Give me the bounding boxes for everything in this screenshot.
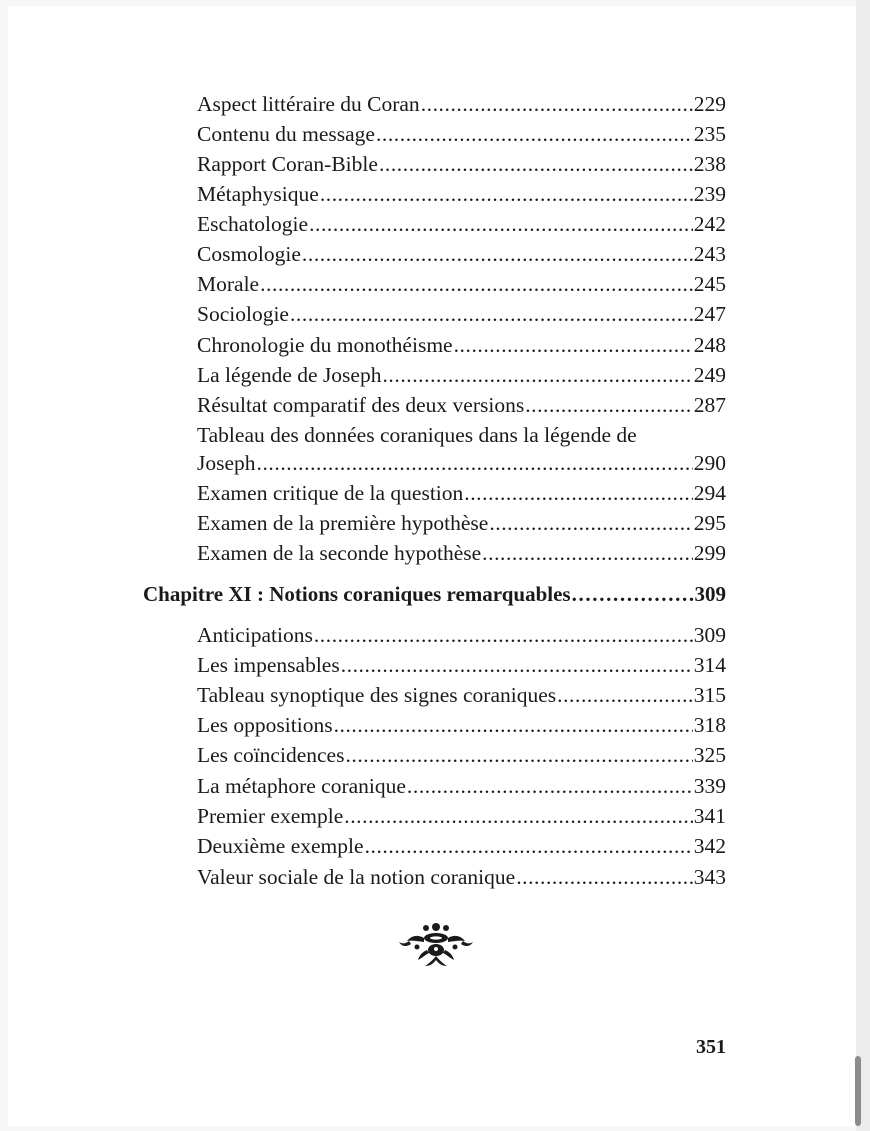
toc-entry-page: 343	[693, 865, 726, 889]
toc-entry-label: Sociologie	[197, 302, 289, 326]
dot-leader	[572, 579, 694, 609]
dot-leader	[309, 209, 693, 239]
page-number: 351	[696, 1036, 726, 1058]
toc-entry-page: 290	[693, 451, 726, 475]
toc-entry-page: 247	[693, 302, 726, 326]
viewer-edge	[856, 0, 870, 1131]
dot-leader	[421, 89, 693, 119]
toc-entry	[197, 508, 726, 538]
toc-entry-label: Deuxième exemple	[197, 834, 364, 858]
toc-entry-page: 287	[693, 393, 726, 417]
toc-entry-page: 248	[693, 333, 726, 357]
dot-leader	[257, 448, 693, 478]
toc-entry	[197, 831, 726, 861]
toc-entry-page: 341	[693, 804, 726, 828]
toc-entry-page: 325	[693, 743, 726, 767]
toc-entry-label: Rapport Coran-Bible	[197, 152, 378, 176]
toc-entry-label: Aspect littéraire du Coran	[197, 92, 420, 116]
toc-entry-label: Premier exemple	[197, 804, 344, 828]
toc-entry-page: 314	[693, 653, 726, 677]
toc-entry-label: Cosmologie	[197, 242, 301, 266]
toc-entry-page: 242	[693, 212, 726, 236]
chapter-heading	[143, 579, 726, 609]
toc-entry	[197, 89, 726, 119]
chapter-title: Chapitre XI : Notions coraniques remarquables	[143, 582, 571, 606]
dot-leader	[516, 862, 693, 892]
toc-entry-page: 238	[693, 152, 726, 176]
toc-entry-label: Les coïncidences	[197, 743, 345, 767]
scrollbar-thumb[interactable]	[855, 1056, 861, 1126]
toc-entry	[197, 538, 726, 568]
dot-leader	[334, 710, 693, 740]
toc-entry	[197, 620, 726, 650]
toc-entry-label: La légende de Joseph	[197, 363, 382, 387]
toc-entry-label: Valeur sociale de la notion coranique	[197, 865, 516, 889]
dot-leader	[525, 390, 693, 420]
toc-entry	[197, 478, 726, 508]
toc-entry-label: Anticipations	[197, 623, 313, 647]
dot-leader	[382, 360, 692, 390]
toc-entry	[197, 801, 726, 831]
toc-entry	[197, 710, 726, 740]
dot-leader	[345, 740, 692, 770]
toc-entry	[197, 179, 726, 209]
toc-entry-page: 249	[693, 363, 726, 387]
toc-entry-page: 299	[693, 541, 726, 565]
toc-entry-page: 339	[693, 774, 726, 798]
dot-leader	[320, 179, 693, 209]
toc-entry-label: Eschatologie	[197, 212, 309, 236]
toc-entry	[197, 299, 726, 329]
toc-entry-page: 295	[693, 511, 726, 535]
toc-entry	[197, 680, 726, 710]
dot-leader	[376, 119, 693, 149]
toc-entry	[197, 448, 726, 478]
toc-entry	[197, 740, 726, 770]
toc-entry-label: Morale	[197, 272, 260, 296]
dot-leader	[260, 269, 693, 299]
dot-leader	[379, 149, 693, 179]
toc-entry	[197, 149, 726, 179]
toc-entry-label: Métaphysique	[197, 182, 319, 206]
toc-entry-label: Joseph	[197, 451, 256, 475]
toc-entry-page: 239	[693, 182, 726, 206]
toc-entry-label: Examen de la première hypothèse	[197, 511, 489, 535]
toc-entry-page: 229	[693, 92, 726, 116]
toc-entry-label: Les oppositions	[197, 713, 333, 737]
toc-entry-label: Chronologie du monothéisme	[197, 333, 453, 357]
toc-entry	[197, 209, 726, 239]
toc-entry-page: 245	[693, 272, 726, 296]
dot-leader	[302, 239, 693, 269]
toc-entry-label-line1: Tableau des données coraniques dans la légende de	[197, 423, 637, 447]
toc-entry	[197, 330, 726, 360]
dot-leader	[482, 538, 693, 568]
floral-ornament-icon	[397, 920, 475, 968]
dot-leader	[454, 330, 693, 360]
dot-leader	[314, 620, 693, 650]
dot-leader	[557, 680, 693, 710]
dot-leader	[290, 299, 693, 329]
toc-entry	[197, 360, 726, 390]
dot-leader	[344, 801, 692, 831]
dot-leader	[407, 771, 693, 801]
toc-entry	[197, 650, 726, 680]
toc-entry-label: Examen de la seconde hypothèse	[197, 541, 482, 565]
dot-leader	[341, 650, 693, 680]
toc-entry	[197, 390, 726, 420]
toc-entry-page: 309	[693, 623, 726, 647]
chapter-page: 309	[694, 582, 726, 606]
toc-entry	[197, 771, 726, 801]
dot-leader	[464, 478, 692, 508]
dot-leader	[365, 831, 693, 861]
toc-entry-label: Examen critique de la question	[197, 481, 464, 505]
toc-entry	[197, 239, 726, 269]
toc-entry-page: 315	[693, 683, 726, 707]
toc-entry-label: La métaphore coranique	[197, 774, 406, 798]
toc-entry-page: 342	[693, 834, 726, 858]
toc-entry-label: Les impensables	[197, 653, 340, 677]
toc-entry-page: 235	[693, 122, 726, 146]
toc-entry-label: Tableau synoptique des signes coraniques	[197, 683, 557, 707]
toc-entry	[197, 269, 726, 299]
toc-entry	[197, 862, 726, 892]
toc-entry-label: Résultat comparatif des deux versions	[197, 393, 525, 417]
toc-entry-label: Contenu du message	[197, 122, 375, 146]
dot-leader	[489, 508, 692, 538]
toc-entry-page: 243	[693, 242, 726, 266]
toc-entry-page: 318	[693, 713, 726, 737]
toc-entry	[197, 119, 726, 149]
toc-entry-page: 294	[693, 481, 726, 505]
